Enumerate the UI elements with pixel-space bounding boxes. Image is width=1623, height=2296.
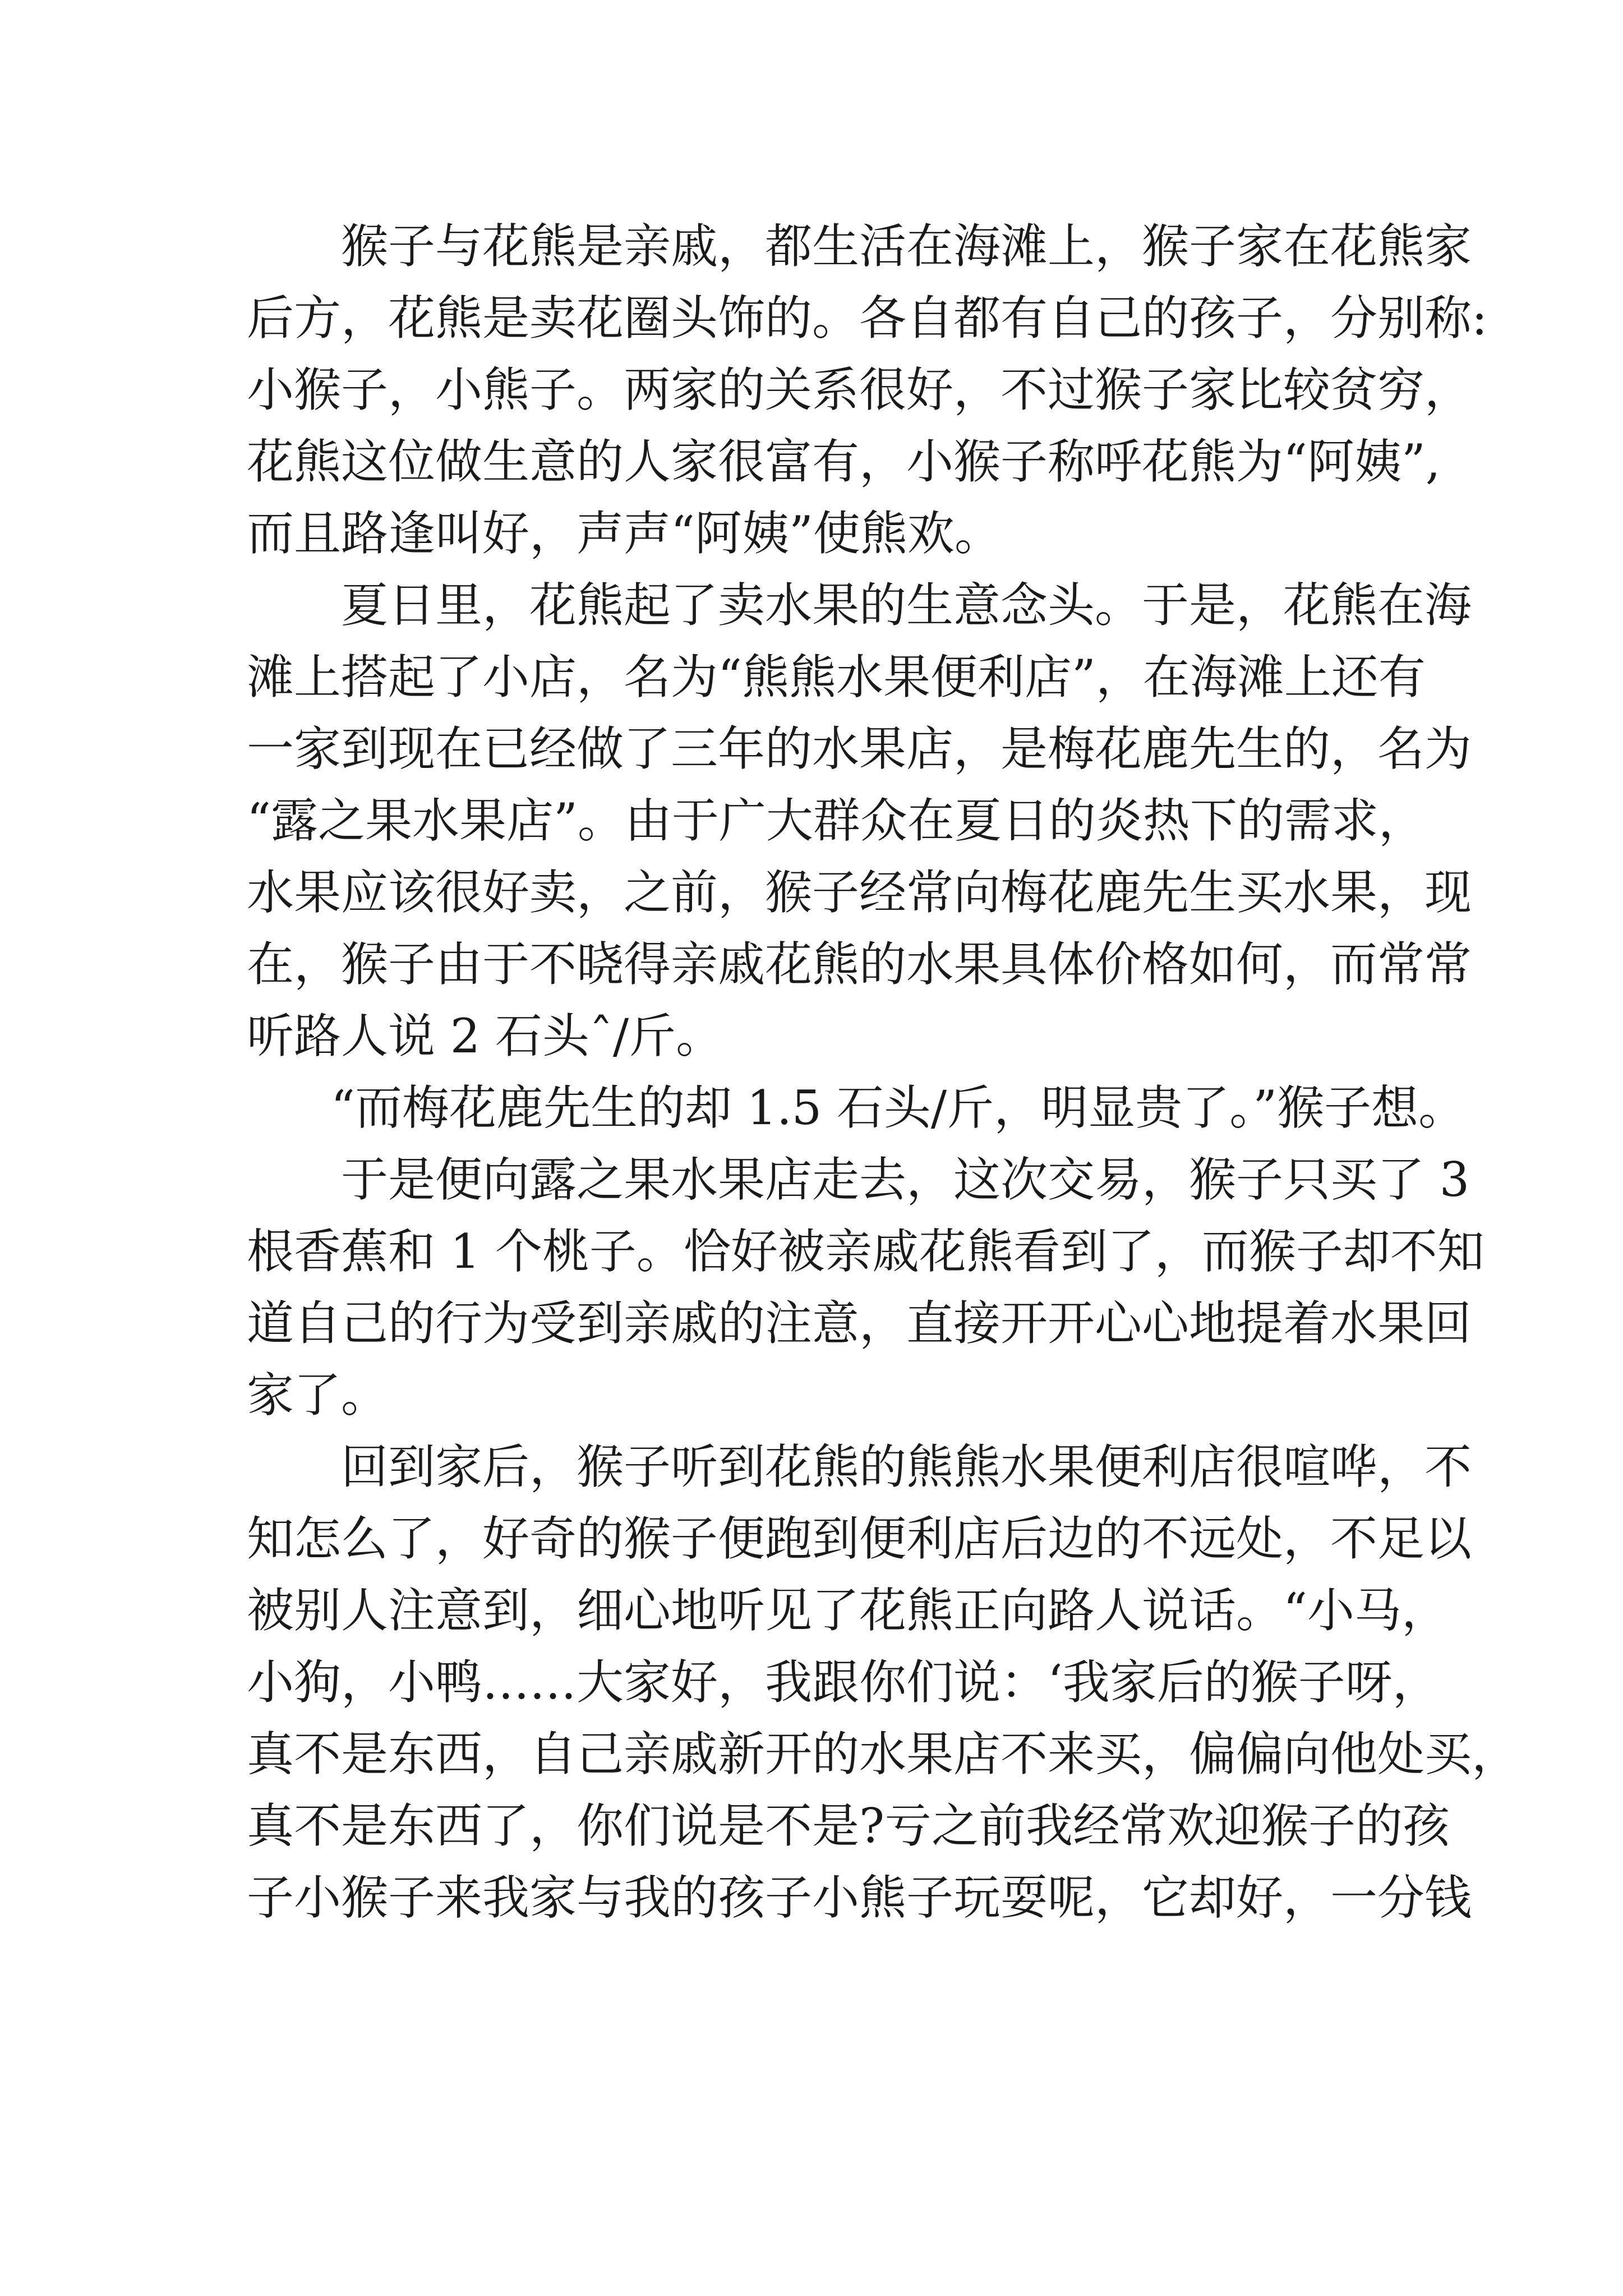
paragraph-1-line-2: 后方，花熊是卖花圈头饰的。各自都有自己的孩子，分别称: — [247, 291, 1488, 346]
paragraph-2-line-2: 滩上搭起了小店，名为“熊熊水果便利店”，在海滩上还有 — [247, 650, 1426, 705]
paragraph-2-line-1: 夏日里，花熊起了卖水果的生意念头。于是，花熊在海 — [341, 578, 1472, 633]
paragraph-5-line-4: 小狗，小鸭……大家好，我跟你们说：‘我家后的猴子呀， — [247, 1655, 1440, 1710]
paragraph-2-line-3: 一家到现在已经做了三年的水果店，是梅花鹿先生的，名为 — [247, 721, 1472, 776]
paragraph-4-line-2: 根香蕉和 1 个桃子。恰好被亲戚花熊看到了，而猴子却不知 — [247, 1224, 1484, 1279]
paragraph-5-line-1: 回到家后，猴子听到花熊的熊熊水果便利店很喧哗，不 — [341, 1439, 1472, 1494]
paragraph-2-line-7: 听路人说 2 石头ˆ/斤。 — [247, 1009, 723, 1064]
paragraph-5-line-6: 真不是东西了，你们说是不是?亏之前我经常欢迎猴子的孩 — [247, 1798, 1450, 1853]
paragraph-1-line-4: 花熊这位做生意的人家很富有，小猴子称呼花熊为“阿姨”, — [247, 434, 1441, 489]
paragraph-2-line-5: 水果应该很好卖，之前，猴子经常向梅花鹿先生买水果，现 — [247, 865, 1472, 920]
paragraph-3-line-1: “而梅花鹿先生的却 1.5 石头/斤，明显贵了。”猴子想。 — [331, 1080, 1466, 1135]
paragraph-1-line-3: 小猴子，小熊子。两家的关系很好，不过猴子家比较贫穷， — [247, 362, 1472, 417]
paragraph-2-line-6: 在，猴子由于不晓得亲戚花熊的水果具体价格如何，而常常 — [247, 937, 1472, 992]
document-body — [247, 210, 1519, 1934]
paragraph-5-line-5: 真不是东西，自己亲戚新开的水果店不来买，偏偏向他处买， — [247, 1727, 1519, 1782]
paragraph-5-line-7: 子小猴子来我家与我的孩子小熊子玩耍呢，它却好，一分钱 — [247, 1870, 1472, 1925]
paragraph-2-line-4: “露之果水果店”。由于广大群众在夏日的炎热下的需求， — [247, 793, 1426, 848]
paragraph-1-line-5: 而且路逢叫好，声声“阿姨”使熊欢。 — [247, 506, 1002, 561]
paragraph-4-line-4: 家了。 — [247, 1368, 389, 1423]
paragraph-5-line-2: 知怎么了，好奇的猴子便跑到便利店后边的不远处，不足以 — [247, 1511, 1472, 1566]
paragraph-4-line-3: 道自己的行为受到亲戚的注意，直接开开心心地提着水果回 — [247, 1296, 1472, 1351]
paragraph-1-line-1: 猴子与花熊是亲戚，都生活在海滩上，猴子家在花熊家 — [341, 219, 1472, 274]
paragraph-5-line-3: 被别人注意到，细心地听见了花熊正向路人说话。“小马， — [247, 1583, 1449, 1638]
paragraph-4-line-1: 于是便向露之果水果店走去，这次交易，猴子只买了 3 — [341, 1152, 1470, 1207]
